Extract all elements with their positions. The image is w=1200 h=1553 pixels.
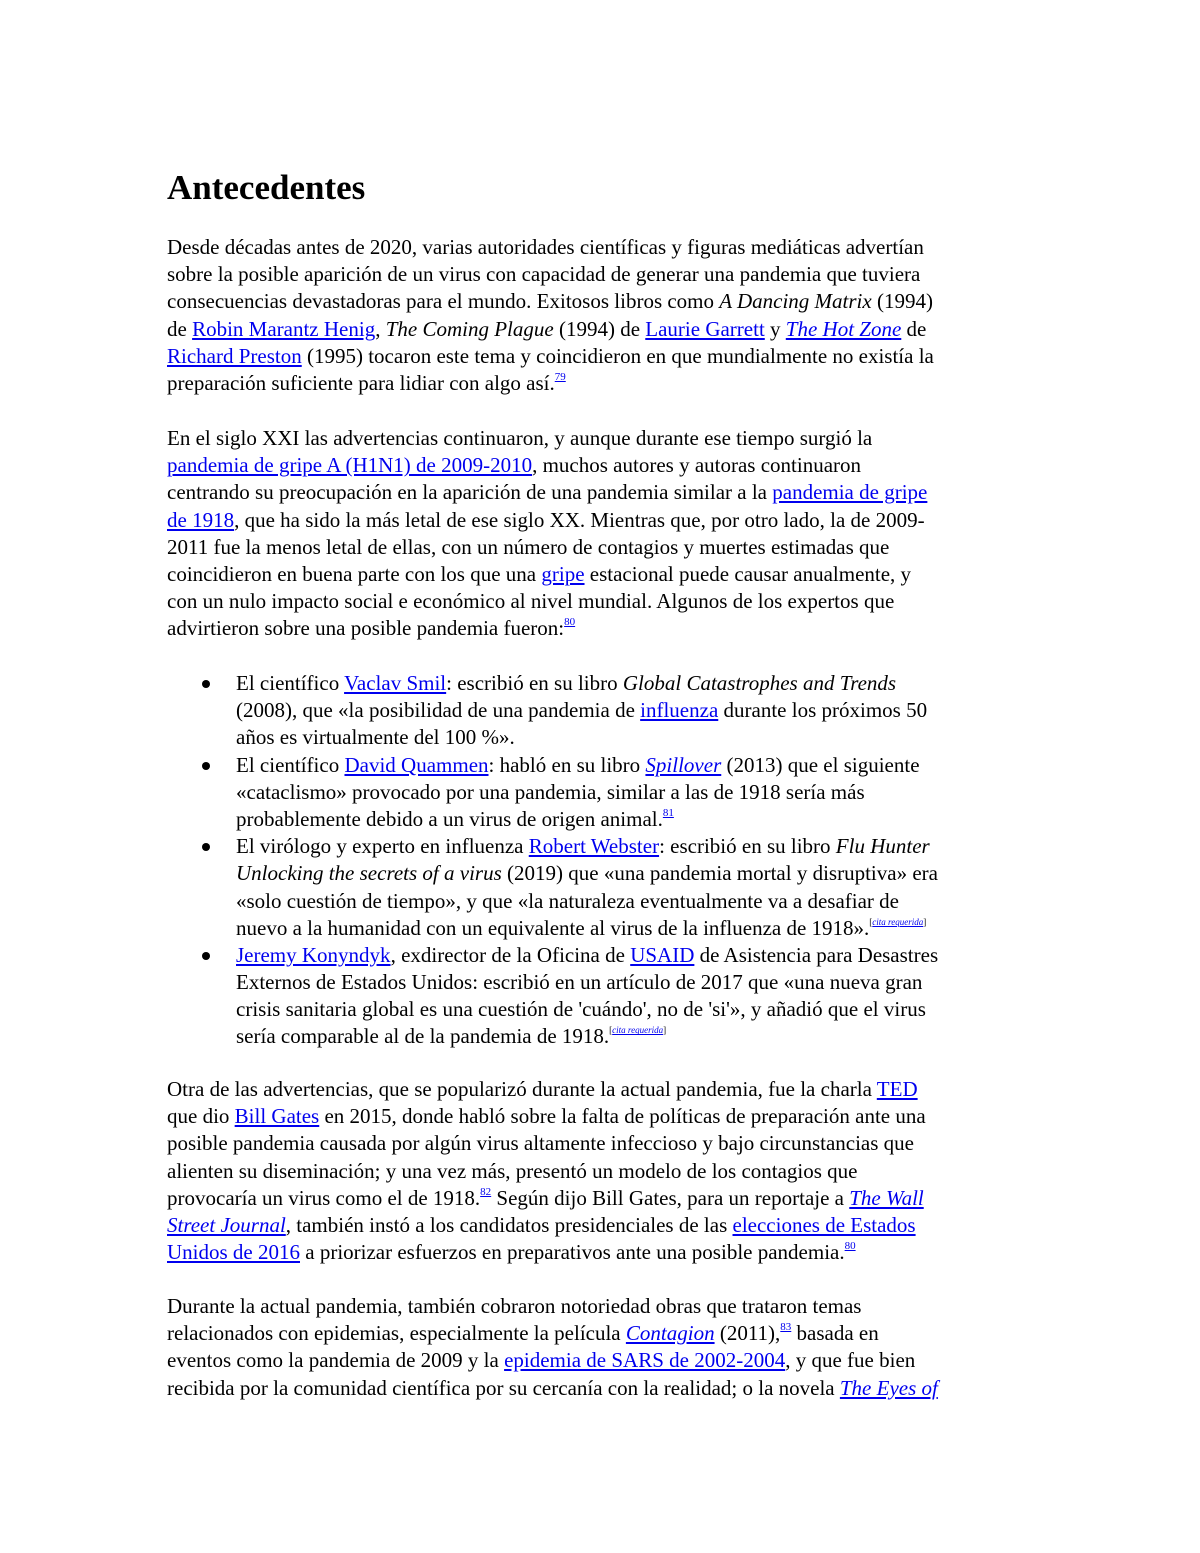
link-vaclav-smil[interactable]: Vaclav Smil xyxy=(344,671,447,695)
text: (1994) xyxy=(871,289,933,314)
text: recibida por la comunidad científica por su cercanía con la realidad; o la novela xyxy=(167,1375,840,1400)
section-heading: Antecedentes xyxy=(167,168,366,207)
text: a priorizar esfuerzos en preparativos ante una posible pandemia. xyxy=(300,1240,845,1265)
link-text: Contagion xyxy=(625,1321,715,1346)
text: (1995) tocaron este tema y coincidieron en que mundialmente no existía la xyxy=(301,343,934,368)
text: (2019) que «una pandemia mortal y disruptiva» era xyxy=(501,861,938,886)
experts-list xyxy=(167,670,1042,1051)
book-title: Flu Hunter xyxy=(835,834,930,859)
text: Durante la actual pandemia, también cobraron notoriedad obras que trataron temas xyxy=(167,1294,862,1318)
text: «cataclismo» provocado por una pandemia, similar a las de 1918 sería más xyxy=(236,779,865,804)
link-elecciones-2016[interactable]: Unidos de 2016 xyxy=(167,1240,300,1265)
text: basada en xyxy=(791,1321,879,1346)
text: , muchos autores y autoras continuaron xyxy=(532,453,862,478)
text: preparación suficiente para lidiar con algo así. xyxy=(167,370,555,395)
paragraph-2 xyxy=(167,425,1042,643)
paragraph-4 xyxy=(167,1293,1042,1402)
link-the-hot-zone[interactable] xyxy=(786,317,902,341)
text: advirtieron sobre una posible pandemia fueron: xyxy=(167,616,565,641)
text: que dio xyxy=(167,1104,235,1129)
text: , exdirector de la Oficina de xyxy=(390,942,631,967)
link-laurie-garrett[interactable]: Laurie Garrett xyxy=(645,316,765,341)
citation-needed-link[interactable] xyxy=(872,917,923,927)
list-item xyxy=(167,670,1042,752)
link-ted[interactable]: TED xyxy=(876,1077,918,1101)
text: , xyxy=(375,316,386,341)
link-robin-marantz-henig[interactable]: Robin Marantz Henig xyxy=(192,316,376,341)
list-item xyxy=(167,752,1042,834)
paragraph-1 xyxy=(167,234,1042,397)
bullet-icon xyxy=(202,680,210,688)
book-title: The Coming Plague xyxy=(385,316,554,341)
list-item: El virólogo y experto en influenza Robert Webster: escribió en su libro Flu Hunter Unlocking the secrets of a virus (2019) que «una pandemia mortal y disruptiva» era «solo cuestión de tiempo», y que «la naturaleza eventualmente va a desafiar de nuevo a la humanidad con un equivalente al virus de la influenza de 1918».[cita requerida] xyxy=(167,833,1042,942)
text: relacionados con epidemias, especialmente la película xyxy=(167,1321,626,1346)
text: de Asistencia para Desastres xyxy=(694,942,939,967)
link-wall-street-journal[interactable] xyxy=(167,1213,286,1237)
link-jeremy-konyndyk[interactable]: Jeremy Konyndyk xyxy=(236,942,391,967)
bullet-icon xyxy=(202,762,210,770)
list-item: Jeremy Konyndyk, exdirector de la Oficina de USAID de Asistencia para Desastres Externos de Estados Unidos: escribió en un artículo de 2017 que «una nueva gran crisis sanitaria global es una cuestión de 'cuándo', no de 'si'», y añadió que el virus sería comparable al de la pandemia de 1918.[cita requerida] xyxy=(167,942,1042,1051)
text: provocaría un virus como el de 1918. xyxy=(167,1185,481,1210)
link-text: The Hot Zone xyxy=(785,316,902,341)
text: Según dijo Bill Gates, para un reportaje a xyxy=(491,1185,850,1210)
text: nuevo a la humanidad con un equivalente al virus de la influenza de 1918». xyxy=(236,915,870,940)
text: (1994) de xyxy=(553,316,646,341)
link-text: cita requerida xyxy=(872,916,924,927)
reference-link[interactable]: 80 xyxy=(844,1240,856,1253)
text: «solo cuestión de tiempo», y que «la naturaleza eventualmente va a desafiar de xyxy=(236,888,899,913)
text: sería comparable al de la pandemia de 1918. xyxy=(236,1024,610,1049)
text: : escribió en su libro xyxy=(659,834,836,859)
link-usaid[interactable]: USAID xyxy=(630,942,695,967)
link-pandemia-1918[interactable]: pandemia de gripe xyxy=(772,480,928,505)
link-wall-street-journal[interactable] xyxy=(849,1186,923,1210)
text: El científico xyxy=(236,671,345,695)
text: El virólogo y experto en influenza xyxy=(236,834,529,859)
reference-link[interactable]: 81 xyxy=(662,806,674,819)
link-text: cita requerida xyxy=(612,1025,664,1036)
text: crisis sanitaria global es una cuestión de 'cuándo', no de 'si'», y añadió que el virus xyxy=(236,997,926,1022)
text: durante los próximos 50 xyxy=(718,698,928,723)
text: coincidieron en buena parte con los que una xyxy=(167,561,542,586)
link-spillover[interactable] xyxy=(645,753,721,777)
reference-link[interactable]: 83 xyxy=(780,1321,792,1334)
text: de xyxy=(167,316,193,341)
citation-needed-link[interactable] xyxy=(612,1025,663,1035)
text: con un nulo impacto social e económico al nivel mundial. Algunos de los expertos que xyxy=(167,589,895,614)
text: en 2015, donde habló sobre la falta de políticas de preparación ante una xyxy=(319,1104,926,1129)
text: (2013) que el siguiente xyxy=(721,752,920,777)
text: centrando su preocupación en la aparición de una pandemia similar a la xyxy=(167,480,773,505)
text: , y que fue bien xyxy=(785,1348,916,1373)
text: estacional puede causar anualmente, y xyxy=(584,561,912,586)
bullet-icon xyxy=(202,843,210,851)
link-the-eyes-of[interactable] xyxy=(840,1376,938,1400)
paragraph-3 xyxy=(167,1076,1042,1266)
text: años es virtualmente del 100 %». xyxy=(236,725,515,750)
text: eventos como la pandemia de 2009 y la xyxy=(167,1348,505,1373)
text: probablemente debido a un virus de origen animal. xyxy=(236,806,663,831)
text: y xyxy=(764,316,786,341)
text: : escribió en su libro xyxy=(446,671,623,695)
link-richard-preston[interactable]: Richard Preston xyxy=(167,343,302,368)
link-bill-gates[interactable]: Bill Gates xyxy=(234,1104,320,1129)
reference-link[interactable]: 79 xyxy=(554,370,566,383)
book-title: Global Catastrophes and Trends xyxy=(622,671,897,695)
text: En el siglo XXI las advertencias continuaron, y aunque durante ese tiempo surgió la xyxy=(167,426,873,450)
link-text: Spillover xyxy=(645,752,722,777)
text: El científico xyxy=(236,752,345,777)
text: de xyxy=(901,316,927,341)
link-text: The Eyes of xyxy=(839,1375,938,1400)
link-robert-webster[interactable]: Robert Webster xyxy=(528,834,660,859)
link-influenza[interactable]: influenza xyxy=(640,698,719,723)
text: sobre la posible aparición de un virus con capacidad de generar una pandemia que tuviera xyxy=(167,262,921,287)
link-gripe[interactable]: gripe xyxy=(541,561,585,586)
link-epidemia-sars[interactable]: epidemia de SARS de 2002-2004 xyxy=(504,1348,786,1373)
link-pandemia-1918[interactable]: de 1918 xyxy=(167,507,235,532)
reference-link[interactable]: 80 xyxy=(564,616,576,629)
link-contagion[interactable] xyxy=(626,1321,715,1345)
text: alienten su diseminación; y una vez más, presentó un modelo de los contagios que xyxy=(167,1158,858,1183)
text: Externos de Estados Unidos: escribió en un artículo de 2017 que «una nueva gran xyxy=(236,970,923,995)
text: (2008), que «la posibilidad de una pandemia de xyxy=(236,698,641,723)
text: Desde décadas antes de 2020, varias autoridades científicas y figuras mediáticas advertían xyxy=(167,235,924,259)
text: 2011 fue la menos letal de ellas, con un número de contagios y muertes estimadas que xyxy=(167,534,890,559)
link-elecciones-2016[interactable]: elecciones de Estados xyxy=(732,1212,916,1237)
reference-link[interactable]: 82 xyxy=(480,1185,492,1198)
link-text: The Wall xyxy=(849,1185,924,1210)
text: , también instó a los candidatos presidenciales de las xyxy=(285,1212,733,1237)
text: (2011), xyxy=(714,1321,781,1346)
text: posible pandemia causada por algún virus altamente infeccioso y bajo circunstancias que xyxy=(167,1131,914,1156)
book-title: Unlocking the secrets of a virus xyxy=(236,861,502,886)
book-title: A Dancing Matrix xyxy=(719,289,872,314)
link-david-quammen[interactable]: David Quammen xyxy=(344,752,489,777)
text: , que ha sido la más letal de ese siglo XX. Mientras que, por otro lado, la de 2009- xyxy=(234,507,925,532)
bullet-icon xyxy=(202,952,210,960)
text: : habló en su libro xyxy=(488,752,646,777)
link-pandemia-h1n1[interactable]: pandemia de gripe A (H1N1) de 2009-2010 xyxy=(167,453,533,478)
text: consecuencias devastadoras para el mundo. Exitosos libros como xyxy=(167,289,720,314)
text: Otra de las advertencias, que se popularizó durante la actual pandemia, fue la charla xyxy=(167,1077,877,1101)
link-text: Street Journal xyxy=(167,1212,286,1237)
